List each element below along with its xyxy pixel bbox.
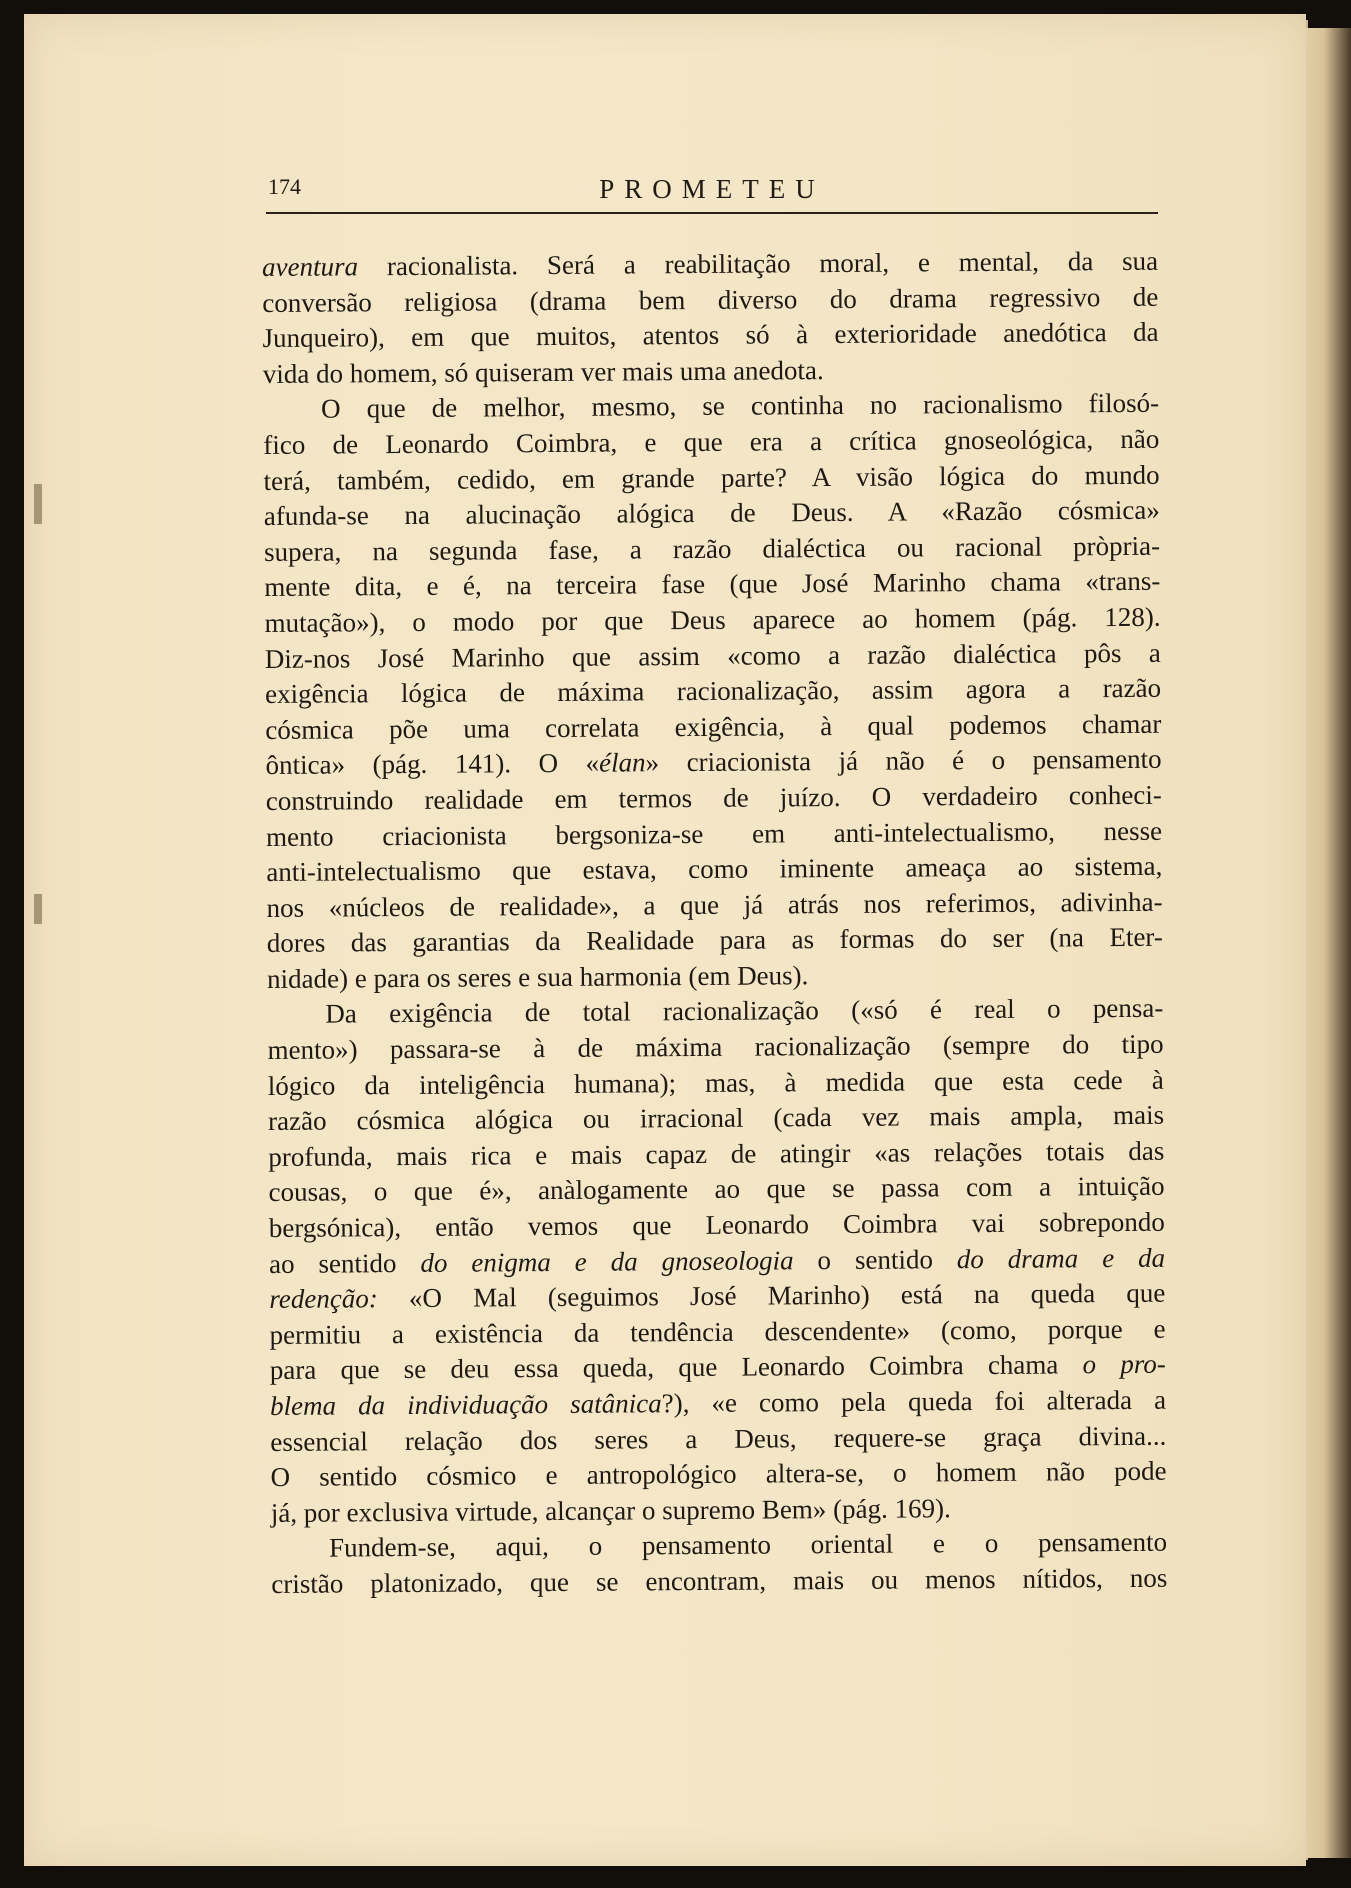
italic-text-segment: élan: [599, 747, 646, 778]
text-segment: anti-intelectualismo que estava, como iminente ameaça ao sistema,: [266, 850, 1163, 888]
text-segment: cousas, o que é», anàlogamente ao que se passa com a intuição: [268, 1171, 1165, 1208]
text-line: [266, 778, 1162, 820]
body-text: [262, 244, 1167, 1603]
text-segment: ôntica» (pág. 141). O «: [265, 747, 600, 781]
text-line: [267, 1027, 1163, 1069]
text-segment: cósmica põe uma correlata exigência, à qual podemos chamar: [265, 708, 1162, 745]
text-segment: mutação»), o modo por que Deus aparece ao homem (pág. 128).: [264, 601, 1161, 638]
text-segment: construindo realidade em termos de juízo. O verdadeiro conheci-: [265, 779, 1162, 816]
page-number: 174: [268, 174, 301, 199]
running-title: PROMETEU: [599, 174, 825, 204]
text-segment: mento») passara-se à de máxima racionalização (sempre do tipo: [267, 1028, 1164, 1066]
text-line: [268, 1098, 1164, 1140]
italic-text-segment: aventura: [262, 251, 359, 282]
text-segment: afunda-se na alucinação alógica de Deus. A «Razão cósmica»: [263, 494, 1160, 532]
text-segment: nos «núcleos de realidade», a que já atrás nos referimos, adivinha-: [266, 886, 1163, 923]
italic-text-segment: blema da individuação satânica: [269, 1388, 662, 1421]
text-line: [269, 1276, 1165, 1318]
text-line: [264, 564, 1160, 606]
text-line: [263, 422, 1159, 464]
text-segment: profunda, mais rica e mais capaz de atingir «as relações totais das: [268, 1135, 1165, 1172]
text-segment: razão cósmica alógica ou irracional (cada vez mais ampla, mais: [267, 1099, 1165, 1137]
text-segment: racionalista. Será a reabilitação moral, e mental, da sua: [357, 245, 1159, 282]
text-segment: fico de Leonardo Coimbra, e que era a crítica gnoseológica, não: [263, 423, 1160, 460]
text-line: [266, 849, 1162, 891]
italic-text-segment: do drama e da: [956, 1242, 1166, 1274]
text-segment: conversão religiosa (drama bem diverso do drama regressivo de: [262, 281, 1159, 318]
text-segment: cristão platonizado, que se encontram, mais ou menos nítidos, nos: [271, 1562, 1168, 1599]
text-segment: Fundem-se, aqui, o pensamento oriental e o pensamento: [328, 1527, 1168, 1563]
text-segment: «O Mal (seguimos José Marinho) está na queda que: [377, 1277, 1166, 1314]
text-segment: lógico da inteligência humana); mas, à medida que esta cede à: [267, 1064, 1164, 1101]
text-segment: bergsónica), então vemos que Leonardo Coimbra vai sobrepondo: [268, 1206, 1165, 1244]
text-segment: nidade) e para os seres e sua harmonia (em Deus).: [266, 960, 809, 994]
text-segment: exigência lógica de máxima racionalização, assim agora a razão: [264, 672, 1162, 710]
text-segment: ?), «e como pela queda foi alterada a: [661, 1384, 1167, 1419]
text-segment: Diz-nos José Marinho que assim «como a razão dialéctica pôs a: [264, 637, 1161, 674]
italic-text-segment: redenção:: [269, 1283, 378, 1315]
text-line: [265, 671, 1161, 713]
text-line: [265, 742, 1161, 784]
text-line: [269, 1205, 1165, 1247]
text-segment: ao sentido: [268, 1247, 421, 1279]
text-segment: essencial relação dos seres a Deus, requere-se graça divina...: [270, 1420, 1167, 1457]
text-segment: O sentido cósmico e antropológico altera-se, o homem não pode: [270, 1455, 1167, 1493]
text-segment: o sentido: [793, 1243, 957, 1275]
italic-text-segment: o pro-: [1082, 1349, 1166, 1380]
text-segment: permitiu a existência da tendência descendente» (como, porque e: [269, 1313, 1166, 1350]
text-segment: dores das garantias da Realidade para as formas do ser (na Eter-: [266, 922, 1163, 959]
italic-text-segment: do enigma e da gnoseologia: [420, 1244, 794, 1278]
running-header: [266, 172, 1158, 214]
text-segment: terá, também, cedido, em grande parte? A visão lógica do mundo: [263, 459, 1160, 496]
text-line: [267, 920, 1163, 962]
text-segment: mente dita, e é, na terceira fase (que José Marinho chama «trans-: [264, 566, 1161, 603]
text-segment: já, por exclusiva virtude, alcançar o supremo Bem» (pág. 169).: [270, 1493, 951, 1528]
text-segment: O que de melhor, mesmo, se continha no racionalismo filosó-: [321, 388, 1160, 424]
text-segment: mento criacionista bergsoniza-se em anti-intelectualismo, nesse: [265, 815, 1163, 852]
text-line: [262, 315, 1158, 357]
margin-tick-mark: [34, 484, 42, 524]
text-line: [264, 600, 1160, 642]
text-line: [270, 1383, 1166, 1425]
text-segment: » criacionista já não é o pensamento: [645, 744, 1162, 778]
text-segment: supera, na segunda fase, a razão dialéctica ou racional pròpria-: [264, 530, 1161, 567]
margin-tick-mark: [34, 894, 42, 924]
text-line: [264, 493, 1160, 535]
text-segment: Da exigência de total racionalização («só é real o pensa-: [325, 993, 1164, 1030]
text-line: [271, 1561, 1167, 1603]
text-line: [270, 1454, 1166, 1496]
text-line: [262, 244, 1158, 286]
text-segment: Junqueiro), em que muitos, atentos só à exterioridade anedótica da: [262, 316, 1159, 354]
next-page-edge: [1306, 28, 1351, 1858]
text-segment: vida do homem, só quiseram ver mais uma anedota.: [262, 354, 824, 389]
text-segment: para que se deu essa queda, que Leonardo Coimbra chama: [269, 1349, 1083, 1386]
